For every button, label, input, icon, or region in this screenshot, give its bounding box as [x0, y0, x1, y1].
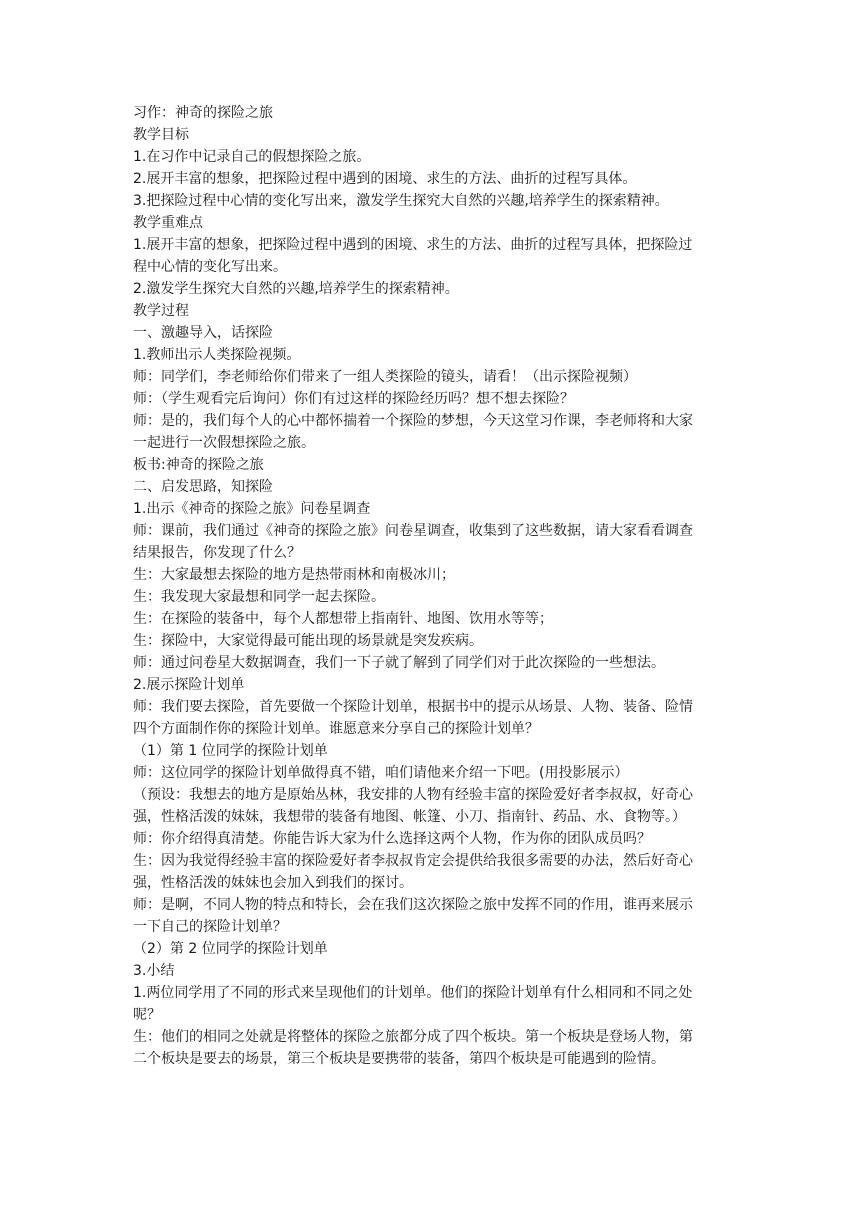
text-line: 2.展示探险计划单: [133, 677, 245, 693]
text-line: 师：我们要去探险，首先要做一个探险计划单，根据书中的提示从场景、人物、装备、险情: [133, 699, 693, 715]
text-line: 呢？: [133, 1007, 161, 1023]
text-line: 一起进行一次假想探险之旅。: [133, 435, 315, 451]
subheading: 3.小结: [133, 963, 175, 979]
subheading: 一、激趣导入，话探险: [133, 325, 273, 341]
text-line: 一下自己的探险计划单？: [133, 919, 287, 935]
text-line: 生：在探险的装备中，每个人都想带上指南针、地图、饮用水等等；: [133, 611, 553, 627]
document-title: 习作：神奇的探险之旅: [133, 105, 273, 121]
text-line: 师：通过问卷星大数据调查，我们一下子就了解到了同学们对于此次探险的一些想法。: [133, 655, 665, 671]
text-line: 二个板块是要去的场景，第三个板块是要携带的装备，第四个板块是可能遇到的险情。: [133, 1051, 665, 1067]
text-line: 生：他们的相同之处就是将整体的探险之旅都分成了四个板块。第一个板块是登场人物，第: [133, 1029, 693, 1045]
text-line: 1.出示《神奇的探险之旅》问卷星调查: [133, 501, 371, 517]
text-line: 3.把探险过程中心情的变化写出来，激发学生探究大自然的兴趣,培养学生的探索精神。: [133, 193, 669, 209]
text-line: 师：这位同学的探险计划单做得真不错，咱们请他来介绍一下吧。(用投影展示）: [133, 765, 629, 781]
text-line: 师：你介绍得真清楚。你能告诉大家为什么选择这两个人物，作为你的团队成员吗？: [133, 831, 651, 847]
text-line: 生：大家最想去探险的地方是热带雨林和南极冰川；: [133, 567, 455, 583]
text-line: 生：我发现大家最想和同学一起去探险。: [133, 589, 385, 605]
text-line: 生：因为我觉得经验丰富的探险爱好者李叔叔肯定会提供给我很多需要的办法，然后好奇心: [133, 853, 693, 869]
text-line: 强，性格活泼的妹妹也会加入到我们的探讨。: [133, 875, 413, 891]
text-line: （2）第 2 位同学的探险计划单: [133, 941, 328, 957]
text-line: 1.教师出示人类探险视频。: [133, 347, 301, 363]
section-heading-key-points: 教学重难点: [133, 215, 203, 231]
text-line: （预设：我想去的地方是原始丛林，我安排的人物有经验丰富的探险爱好者李叔叔，好奇心: [133, 787, 693, 803]
text-line: 1.展开丰富的想象，把探险过程中遇到的困境、求生的方法、曲折的过程写具体，把探险过: [133, 237, 693, 253]
text-line: 1.两位同学用了不同的形式来呈现他们的计划单。他们的探险计划单有什么相同和不同之处: [133, 985, 693, 1001]
text-line: 师：同学们，李老师给你们带来了一组人类探险的镜头，请看！（出示探险视频）: [133, 369, 637, 385]
text-line: 师：是的，我们每个人的心中都怀揣着一个探险的梦想，今天这堂习作课，李老师将和大家: [133, 413, 693, 429]
text-line: 师：（学生观看完后询问）你们有过这样的探险经历吗？想不想去探险？: [133, 391, 574, 407]
subheading: 二、启发思路，知探险: [133, 479, 273, 495]
text-line: 四个方面制作你的探险计划单。谁愿意来分享自己的探险计划单？: [133, 721, 539, 737]
text-line: 结果报告，你发现了什么？: [133, 545, 301, 561]
text-line: 师：课前，我们通过《神奇的探险之旅》问卷星调查，收集到了这些数据，请大家看看调查: [133, 523, 693, 539]
text-line: 师：是啊，不同人物的特点和特长，会在我们这次探险之旅中发挥不同的作用，谁再来展示: [133, 897, 693, 913]
text-line: 2.展开丰富的想象，把探险过程中遇到的困境、求生的方法、曲折的过程写具体。: [133, 171, 637, 187]
text-line: （1）第 1 位同学的探险计划单: [133, 743, 328, 759]
section-heading-process: 教学过程: [133, 303, 189, 319]
text-line: 程中心情的变化写出来。: [133, 259, 287, 275]
text-line: 2.激发学生探究大自然的兴趣,培养学生的探索精神。: [133, 281, 459, 297]
text-line: 强，性格活泼的妹妹，我想带的装备有地图、帐篷、小刀、指南针、药品、水、食物等。）: [133, 809, 686, 825]
blackboard-note: 板书:神奇的探险之旅: [133, 457, 264, 473]
section-heading-objectives: 教学目标: [133, 127, 189, 143]
document-body: [133, 102, 733, 1070]
text-line: 1.在习作中记录自己的假想探险之旅。: [133, 149, 371, 165]
text-line: 生：探险中，大家觉得最可能出现的场景就是突发疾病。: [133, 633, 483, 649]
